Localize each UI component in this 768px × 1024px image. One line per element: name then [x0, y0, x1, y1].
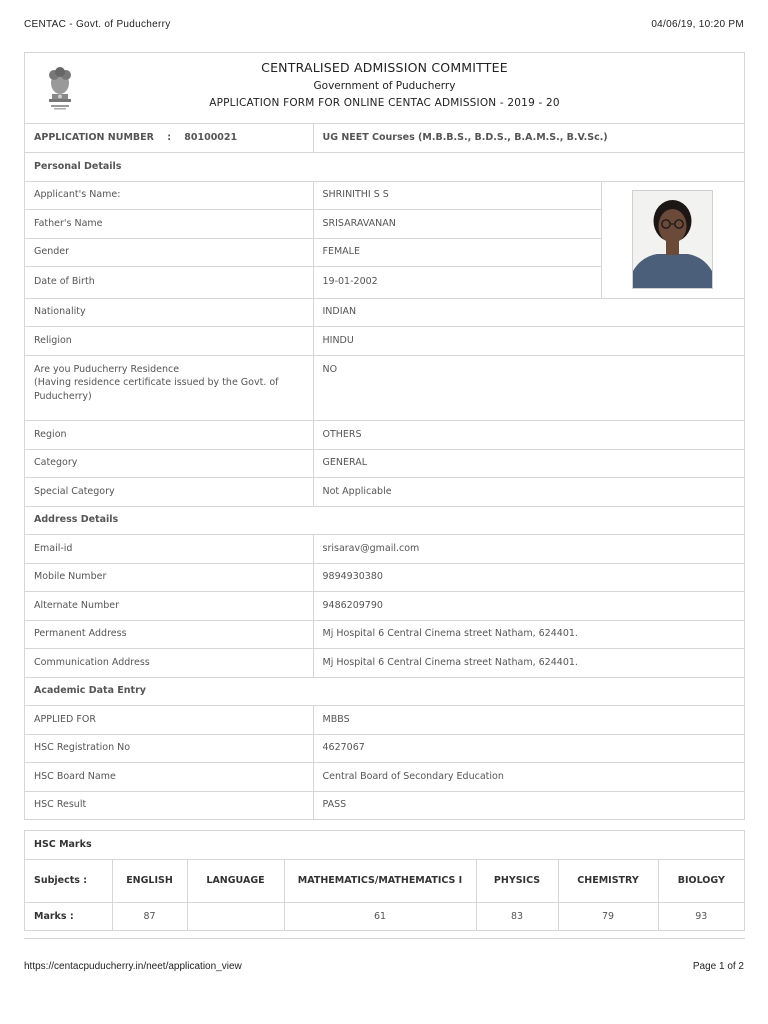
subjects-label: Subjects : [25, 859, 112, 902]
print-header [24, 19, 744, 30]
personal-details-heading: Personal Details [25, 152, 744, 181]
special-category-value: Not Applicable [313, 477, 744, 506]
hsc-marks-table [25, 831, 744, 930]
application-number-separator: : [167, 132, 172, 143]
marks-row [25, 902, 744, 930]
browser-page-title: CENTAC - Govt. of Puducherry [24, 19, 171, 30]
table-row [25, 563, 744, 591]
field-label: Applicant's Name: [25, 181, 313, 209]
photo-shoulders [633, 254, 712, 288]
field-label: Date of Birth [25, 266, 313, 298]
field-label: Email-id [25, 534, 313, 563]
photo-cell [601, 181, 744, 298]
table-row [25, 534, 744, 563]
form-banner [25, 53, 744, 124]
table-row [25, 477, 744, 506]
email-value: srisarav@gmail.com [313, 534, 744, 563]
table-row [25, 355, 744, 420]
address-details-heading: Address Details [25, 506, 744, 534]
form-title: APPLICATION FORM FOR ONLINE CENTAC ADMISSION - 2019 - 20 [209, 97, 560, 109]
government-subtitle: Government of Puducherry [313, 80, 456, 92]
applicant-name-value: SHRINITHI S S [313, 181, 601, 209]
subject-header: ENGLISH [112, 859, 187, 902]
alternate-number-value: 9486209790 [313, 591, 744, 620]
subject-header: CHEMISTRY [558, 859, 658, 902]
category-value: GENERAL [313, 449, 744, 477]
section-heading-row [25, 506, 744, 534]
academic-data-heading: Academic Data Entry [25, 677, 744, 705]
table-row [25, 791, 744, 819]
committee-title: CENTRALISED ADMISSION COMMITTEE [261, 60, 508, 75]
field-label: Region [25, 420, 313, 449]
nationality-value: INDIAN [313, 298, 744, 326]
course-name: UG NEET Courses (M.B.B.S., B.D.S., B.A.M.S., B.V.Sc.) [313, 124, 744, 152]
hsc-registration-value: 4627067 [313, 734, 744, 762]
page-url: https://centacpuducherry.in/neet/application_view [24, 961, 242, 972]
field-label: Nationality [25, 298, 313, 326]
hsc-marks-table-block [24, 830, 745, 931]
section-heading-row [25, 677, 744, 705]
table-row [25, 420, 744, 449]
table-row [25, 326, 744, 355]
table-row [25, 181, 744, 209]
application-number-cell [25, 124, 313, 152]
table-row [25, 734, 744, 762]
application-form [24, 52, 745, 820]
communication-address-value: Mj Hospital 6 Central Cinema street Natham, 624401. [313, 648, 744, 677]
field-label: APPLIED FOR [25, 705, 313, 734]
subject-header: MATHEMATICS/MATHEMATICS I [284, 859, 476, 902]
table-row [25, 762, 744, 791]
residence-note: (Having residence certificate issued by the Govt. of Puducherry) [34, 377, 279, 402]
field-label: Alternate Number [25, 591, 313, 620]
applied-for-value: MBBS [313, 705, 744, 734]
field-label: Special Category [25, 477, 313, 506]
field-label: HSC Registration No [25, 734, 313, 762]
table-row [25, 124, 744, 152]
print-datetime: 04/06/19, 10:20 PM [651, 19, 744, 30]
section-heading-row [25, 152, 744, 181]
marks-label: Marks : [34, 910, 74, 922]
subject-header: BIOLOGY [658, 859, 744, 902]
mark-value: 83 [476, 902, 558, 930]
religion-value: HINDU [313, 326, 744, 355]
page-indicator: Page 1 of 2 [692, 961, 744, 972]
application-number: 80100021 [184, 132, 238, 143]
field-label: Gender [25, 238, 313, 266]
table-row [25, 620, 744, 648]
mark-value [187, 902, 284, 930]
field-label: Category [25, 449, 313, 477]
mark-value: 93 [658, 902, 744, 930]
table-row [25, 648, 744, 677]
field-label [25, 355, 313, 420]
application-number-label: APPLICATION NUMBER [34, 132, 154, 143]
table-row [25, 705, 744, 734]
region-value: OTHERS [313, 420, 744, 449]
hsc-result-value: PASS [313, 791, 744, 819]
subject-header: PHYSICS [476, 859, 558, 902]
field-label: Mobile Number [25, 563, 313, 591]
page-break-divider [24, 938, 745, 939]
permanent-address-value: Mj Hospital 6 Central Cinema street Natham, 624401. [313, 620, 744, 648]
field-label: HSC Board Name [25, 762, 313, 791]
father-name-value: SRISARAVANAN [313, 209, 601, 238]
photo-neck [666, 241, 679, 255]
table-row [25, 298, 744, 326]
mark-value: 87 [112, 902, 187, 930]
subject-header: LANGUAGE [187, 859, 284, 902]
residence-value: NO [313, 355, 744, 420]
mark-value: 61 [284, 902, 476, 930]
field-label: Communication Address [25, 648, 313, 677]
print-footer [24, 961, 744, 972]
section-heading-row [25, 831, 744, 859]
field-label: Father's Name [25, 209, 313, 238]
application-details-table [25, 124, 744, 820]
table-row [25, 591, 744, 620]
table-row [25, 449, 744, 477]
residence-question: Are you Puducherry Residence [34, 363, 180, 375]
field-label: Permanent Address [25, 620, 313, 648]
dob-value: 19-01-2002 [313, 266, 601, 298]
gender-value: FEMALE [313, 238, 601, 266]
hsc-marks-heading: HSC Marks [25, 831, 744, 859]
field-label: HSC Result [25, 791, 313, 819]
applicant-photo [632, 190, 713, 289]
mobile-value: 9894930380 [313, 563, 744, 591]
subjects-row [25, 859, 744, 902]
mark-value: 79 [558, 902, 658, 930]
hsc-board-value: Central Board of Secondary Education [313, 762, 744, 791]
field-label: Religion [25, 326, 313, 355]
